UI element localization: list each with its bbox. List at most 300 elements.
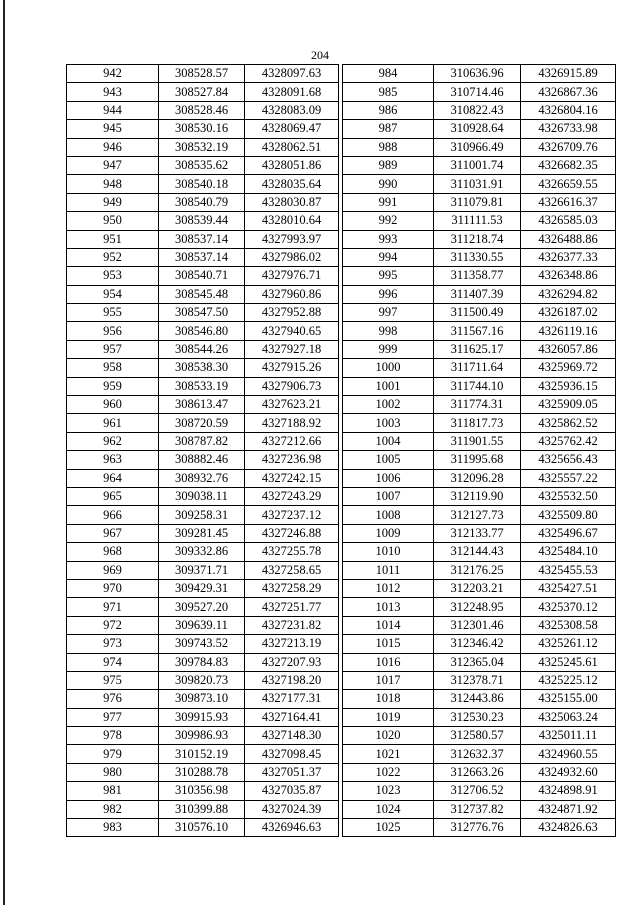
y-coordinate-cell: 4325862.52 — [521, 414, 616, 432]
point-number-cell: 988 — [343, 138, 434, 156]
y-coordinate-cell: 4326585.03 — [521, 212, 616, 230]
x-coordinate-cell: 311901.55 — [434, 432, 521, 450]
x-coordinate-cell: 312133.77 — [434, 524, 521, 542]
point-number-cell: 970 — [67, 579, 159, 597]
y-coordinate-cell: 4325509.80 — [521, 506, 616, 524]
point-number-cell: 954 — [67, 285, 159, 303]
x-coordinate-cell: 309873.10 — [159, 690, 245, 708]
table-row — [343, 432, 616, 450]
table-row — [343, 175, 616, 193]
point-number-cell: 992 — [343, 212, 434, 230]
x-coordinate-cell: 312706.52 — [434, 782, 521, 800]
x-coordinate-cell: 310636.96 — [434, 65, 521, 83]
x-coordinate-cell: 308539.44 — [159, 212, 245, 230]
point-number-cell: 1009 — [343, 524, 434, 542]
table-row — [67, 193, 339, 211]
table-row — [343, 671, 616, 689]
table-row — [67, 175, 339, 193]
point-number-cell: 974 — [67, 653, 159, 671]
point-number-cell: 979 — [67, 745, 159, 763]
table-row — [67, 377, 339, 395]
x-coordinate-cell: 310966.49 — [434, 138, 521, 156]
y-coordinate-cell: 4325427.51 — [521, 579, 616, 597]
x-coordinate-cell: 312346.42 — [434, 635, 521, 653]
y-coordinate-cell: 4327915.26 — [245, 359, 339, 377]
x-coordinate-cell: 311358.77 — [434, 267, 521, 285]
y-coordinate-cell: 4328091.68 — [245, 83, 339, 101]
table-row — [343, 690, 616, 708]
y-coordinate-cell: 4326733.98 — [521, 120, 616, 138]
table-row — [343, 800, 616, 818]
y-coordinate-cell: 4326057.86 — [521, 340, 616, 358]
y-coordinate-cell: 4327255.78 — [245, 543, 339, 561]
y-coordinate-cell: 4327177.31 — [245, 690, 339, 708]
x-coordinate-cell: 308720.59 — [159, 414, 245, 432]
point-number-cell: 993 — [343, 230, 434, 248]
x-coordinate-cell: 309527.20 — [159, 598, 245, 616]
y-coordinate-cell: 4325936.15 — [521, 377, 616, 395]
point-number-cell: 953 — [67, 267, 159, 285]
y-coordinate-cell: 4327993.97 — [245, 230, 339, 248]
x-coordinate-cell: 310822.43 — [434, 101, 521, 119]
table-row — [67, 469, 339, 487]
table-row — [343, 83, 616, 101]
x-coordinate-cell: 311744.10 — [434, 377, 521, 395]
point-number-cell: 957 — [67, 340, 159, 358]
y-coordinate-cell: 4324960.55 — [521, 745, 616, 763]
table-row — [343, 156, 616, 174]
y-coordinate-cell: 4326915.89 — [521, 65, 616, 83]
point-number-cell: 967 — [67, 524, 159, 542]
table-row — [343, 65, 616, 83]
x-coordinate-cell: 310399.88 — [159, 800, 245, 818]
x-coordinate-cell: 308530.16 — [159, 120, 245, 138]
table-row — [343, 120, 616, 138]
table-row — [67, 322, 339, 340]
table-row — [343, 506, 616, 524]
point-number-cell: 951 — [67, 230, 159, 248]
y-coordinate-cell: 4328051.86 — [245, 156, 339, 174]
x-coordinate-cell: 309281.45 — [159, 524, 245, 542]
point-number-cell: 1013 — [343, 598, 434, 616]
point-number-cell: 962 — [67, 432, 159, 450]
x-coordinate-cell: 312378.71 — [434, 671, 521, 689]
point-number-cell: 1024 — [343, 800, 434, 818]
y-coordinate-cell: 4325261.12 — [521, 635, 616, 653]
x-coordinate-cell: 312443.86 — [434, 690, 521, 708]
y-coordinate-cell: 4326682.35 — [521, 156, 616, 174]
x-coordinate-cell: 308535.62 — [159, 156, 245, 174]
page-number: 204 — [311, 48, 329, 62]
y-coordinate-cell: 4326946.63 — [245, 819, 339, 837]
y-coordinate-cell: 4326119.16 — [521, 322, 616, 340]
y-coordinate-cell: 4327213.19 — [245, 635, 339, 653]
y-coordinate-cell: 4327246.88 — [245, 524, 339, 542]
y-coordinate-cell: 4325245.61 — [521, 653, 616, 671]
table-row — [343, 543, 616, 561]
y-coordinate-cell: 4327242.15 — [245, 469, 339, 487]
x-coordinate-cell: 311079.81 — [434, 193, 521, 211]
point-number-cell: 984 — [343, 65, 434, 83]
y-coordinate-cell: 4327212.66 — [245, 432, 339, 450]
y-coordinate-cell: 4327623.21 — [245, 396, 339, 414]
y-coordinate-cell: 4325455.53 — [521, 561, 616, 579]
y-coordinate-cell: 4325762.42 — [521, 432, 616, 450]
point-number-cell: 952 — [67, 248, 159, 266]
y-coordinate-cell: 4327243.29 — [245, 487, 339, 505]
y-coordinate-cell: 4325557.22 — [521, 469, 616, 487]
x-coordinate-cell: 312248.95 — [434, 598, 521, 616]
table-row — [67, 248, 339, 266]
table-row — [67, 727, 339, 745]
table-row — [67, 451, 339, 469]
point-number-cell: 956 — [67, 322, 159, 340]
point-number-cell: 975 — [67, 671, 159, 689]
x-coordinate-cell: 311625.17 — [434, 340, 521, 358]
table-row — [67, 616, 339, 634]
table-row — [343, 377, 616, 395]
table-row — [343, 763, 616, 781]
y-coordinate-cell: 4325308.58 — [521, 616, 616, 634]
table-row — [343, 451, 616, 469]
y-coordinate-cell: 4325225.12 — [521, 671, 616, 689]
x-coordinate-cell: 308544.26 — [159, 340, 245, 358]
point-number-cell: 948 — [67, 175, 159, 193]
x-coordinate-cell: 308537.14 — [159, 248, 245, 266]
y-coordinate-cell: 4326377.33 — [521, 248, 616, 266]
table-row — [343, 267, 616, 285]
point-number-cell: 963 — [67, 451, 159, 469]
x-coordinate-cell: 308546.80 — [159, 322, 245, 340]
y-coordinate-cell: 4327976.71 — [245, 267, 339, 285]
table-row — [67, 285, 339, 303]
x-coordinate-cell: 310152.19 — [159, 745, 245, 763]
table-row — [67, 487, 339, 505]
x-coordinate-cell: 311567.16 — [434, 322, 521, 340]
x-coordinate-cell: 308540.18 — [159, 175, 245, 193]
x-coordinate-cell: 310576.10 — [159, 819, 245, 837]
table-row — [343, 745, 616, 763]
x-coordinate-cell: 311995.68 — [434, 451, 521, 469]
table-row — [343, 396, 616, 414]
x-coordinate-cell: 309820.73 — [159, 671, 245, 689]
point-number-cell: 991 — [343, 193, 434, 211]
x-coordinate-cell: 311111.53 — [434, 212, 521, 230]
x-coordinate-cell: 312663.26 — [434, 763, 521, 781]
point-number-cell: 1007 — [343, 487, 434, 505]
x-coordinate-cell: 309743.52 — [159, 635, 245, 653]
point-number-cell: 1022 — [343, 763, 434, 781]
y-coordinate-cell: 4326616.37 — [521, 193, 616, 211]
x-coordinate-cell: 308547.50 — [159, 304, 245, 322]
x-coordinate-cell: 312096.28 — [434, 469, 521, 487]
y-coordinate-cell: 4326804.16 — [521, 101, 616, 119]
table-row — [343, 524, 616, 542]
point-number-cell: 1004 — [343, 432, 434, 450]
y-coordinate-cell: 4327940.65 — [245, 322, 339, 340]
table-row — [343, 193, 616, 211]
table-row — [67, 138, 339, 156]
x-coordinate-cell: 310714.46 — [434, 83, 521, 101]
table-row — [67, 101, 339, 119]
point-number-cell: 945 — [67, 120, 159, 138]
x-coordinate-cell: 308527.84 — [159, 83, 245, 101]
point-number-cell: 997 — [343, 304, 434, 322]
table-row — [67, 65, 339, 83]
point-number-cell: 1020 — [343, 727, 434, 745]
table-row — [67, 690, 339, 708]
point-number-cell: 1023 — [343, 782, 434, 800]
table-row — [343, 138, 616, 156]
x-coordinate-cell: 308545.48 — [159, 285, 245, 303]
point-number-cell: 969 — [67, 561, 159, 579]
x-coordinate-cell: 308787.82 — [159, 432, 245, 450]
y-coordinate-cell: 4328035.64 — [245, 175, 339, 193]
point-number-cell: 973 — [67, 635, 159, 653]
table-row — [67, 359, 339, 377]
y-coordinate-cell: 4325656.43 — [521, 451, 616, 469]
x-coordinate-cell: 311031.91 — [434, 175, 521, 193]
x-coordinate-cell: 312127.73 — [434, 506, 521, 524]
point-number-cell: 965 — [67, 487, 159, 505]
table-row — [67, 396, 339, 414]
x-coordinate-cell: 312530.23 — [434, 708, 521, 726]
x-coordinate-cell: 311001.74 — [434, 156, 521, 174]
table-row — [67, 561, 339, 579]
x-coordinate-cell: 311330.55 — [434, 248, 521, 266]
point-number-cell: 942 — [67, 65, 159, 83]
table-row — [343, 635, 616, 653]
x-coordinate-cell: 309038.11 — [159, 487, 245, 505]
x-coordinate-cell: 308540.71 — [159, 267, 245, 285]
point-number-cell: 980 — [67, 763, 159, 781]
y-coordinate-cell: 4327051.37 — [245, 763, 339, 781]
x-coordinate-cell: 312365.04 — [434, 653, 521, 671]
y-coordinate-cell: 4328069.47 — [245, 120, 339, 138]
table-row — [343, 782, 616, 800]
point-number-cell: 995 — [343, 267, 434, 285]
table-row — [67, 414, 339, 432]
y-coordinate-cell: 4328097.63 — [245, 65, 339, 83]
point-number-cell: 1001 — [343, 377, 434, 395]
y-coordinate-cell: 4324826.63 — [521, 819, 616, 837]
y-coordinate-cell: 4327148.30 — [245, 727, 339, 745]
y-coordinate-cell: 4327198.20 — [245, 671, 339, 689]
point-number-cell: 977 — [67, 708, 159, 726]
point-number-cell: 955 — [67, 304, 159, 322]
table-row — [343, 616, 616, 634]
table-row — [67, 543, 339, 561]
x-coordinate-cell: 310288.78 — [159, 763, 245, 781]
table-row — [343, 579, 616, 597]
table-row — [343, 230, 616, 248]
point-number-cell: 1015 — [343, 635, 434, 653]
point-number-cell: 994 — [343, 248, 434, 266]
x-coordinate-cell: 311500.49 — [434, 304, 521, 322]
y-coordinate-cell: 4327231.82 — [245, 616, 339, 634]
point-number-cell: 947 — [67, 156, 159, 174]
x-coordinate-cell: 312580.57 — [434, 727, 521, 745]
y-coordinate-cell: 4326709.76 — [521, 138, 616, 156]
x-coordinate-cell: 308932.76 — [159, 469, 245, 487]
point-number-cell: 946 — [67, 138, 159, 156]
table-row — [67, 598, 339, 616]
x-coordinate-cell: 308882.46 — [159, 451, 245, 469]
x-coordinate-cell: 308540.79 — [159, 193, 245, 211]
y-coordinate-cell: 4327188.92 — [245, 414, 339, 432]
table-row — [67, 635, 339, 653]
y-coordinate-cell: 4328010.64 — [245, 212, 339, 230]
x-coordinate-cell: 308533.19 — [159, 377, 245, 395]
table-row — [343, 340, 616, 358]
x-coordinate-cell: 309784.83 — [159, 653, 245, 671]
point-number-cell: 990 — [343, 175, 434, 193]
x-coordinate-cell: 312301.46 — [434, 616, 521, 634]
y-coordinate-cell: 4326294.82 — [521, 285, 616, 303]
table-row — [343, 359, 616, 377]
y-coordinate-cell: 4328062.51 — [245, 138, 339, 156]
x-coordinate-cell: 311817.73 — [434, 414, 521, 432]
x-coordinate-cell: 312119.90 — [434, 487, 521, 505]
y-coordinate-cell: 4326187.02 — [521, 304, 616, 322]
y-coordinate-cell: 4326348.86 — [521, 267, 616, 285]
table-row — [343, 598, 616, 616]
y-coordinate-cell: 4325370.12 — [521, 598, 616, 616]
point-number-cell: 1012 — [343, 579, 434, 597]
x-coordinate-cell: 312176.25 — [434, 561, 521, 579]
table-row — [67, 230, 339, 248]
table-row — [67, 83, 339, 101]
table-row — [67, 156, 339, 174]
point-number-cell: 964 — [67, 469, 159, 487]
point-number-cell: 959 — [67, 377, 159, 395]
scan-left-edge-rule — [3, 0, 5, 905]
point-number-cell: 989 — [343, 156, 434, 174]
point-number-cell: 1019 — [343, 708, 434, 726]
x-coordinate-cell: 308528.57 — [159, 65, 245, 83]
point-number-cell: 961 — [67, 414, 159, 432]
point-number-cell: 985 — [343, 83, 434, 101]
y-coordinate-cell: 4327927.18 — [245, 340, 339, 358]
table-row — [67, 819, 339, 837]
x-coordinate-cell: 311407.39 — [434, 285, 521, 303]
x-coordinate-cell: 312144.43 — [434, 543, 521, 561]
point-number-cell: 1021 — [343, 745, 434, 763]
point-number-cell: 944 — [67, 101, 159, 119]
table-row — [67, 763, 339, 781]
y-coordinate-cell: 4327960.86 — [245, 285, 339, 303]
point-number-cell: 1011 — [343, 561, 434, 579]
table-row — [67, 745, 339, 763]
y-coordinate-cell: 4327164.41 — [245, 708, 339, 726]
table-row — [67, 120, 339, 138]
x-coordinate-cell: 309915.93 — [159, 708, 245, 726]
point-number-cell: 999 — [343, 340, 434, 358]
y-coordinate-cell: 4327986.02 — [245, 248, 339, 266]
table-row — [343, 414, 616, 432]
point-number-cell: 968 — [67, 543, 159, 561]
table-row — [343, 708, 616, 726]
y-coordinate-cell: 4327207.93 — [245, 653, 339, 671]
table-row — [343, 101, 616, 119]
point-number-cell: 1014 — [343, 616, 434, 634]
point-number-cell: 1006 — [343, 469, 434, 487]
x-coordinate-cell: 309371.71 — [159, 561, 245, 579]
table-row — [343, 727, 616, 745]
x-coordinate-cell: 308538.30 — [159, 359, 245, 377]
x-coordinate-cell: 309429.31 — [159, 579, 245, 597]
y-coordinate-cell: 4327258.29 — [245, 579, 339, 597]
y-coordinate-cell: 4328030.87 — [245, 193, 339, 211]
y-coordinate-cell: 4327952.88 — [245, 304, 339, 322]
x-coordinate-cell: 309639.11 — [159, 616, 245, 634]
table-row — [343, 248, 616, 266]
point-number-cell: 972 — [67, 616, 159, 634]
point-number-cell: 1003 — [343, 414, 434, 432]
table-row — [67, 267, 339, 285]
y-coordinate-cell: 4326659.55 — [521, 175, 616, 193]
table-row — [67, 506, 339, 524]
x-coordinate-cell: 311218.74 — [434, 230, 521, 248]
y-coordinate-cell: 4325909.05 — [521, 396, 616, 414]
table-row — [343, 212, 616, 230]
point-number-cell: 971 — [67, 598, 159, 616]
table-row — [343, 285, 616, 303]
y-coordinate-cell: 4327258.65 — [245, 561, 339, 579]
y-coordinate-cell: 4325011.11 — [521, 727, 616, 745]
point-number-cell: 960 — [67, 396, 159, 414]
point-number-cell: 996 — [343, 285, 434, 303]
point-number-cell: 943 — [67, 83, 159, 101]
point-number-cell: 981 — [67, 782, 159, 800]
point-number-cell: 978 — [67, 727, 159, 745]
y-coordinate-cell: 4326488.86 — [521, 230, 616, 248]
y-coordinate-cell: 4327024.39 — [245, 800, 339, 818]
y-coordinate-cell: 4325496.67 — [521, 524, 616, 542]
point-number-cell: 958 — [67, 359, 159, 377]
table-row — [343, 561, 616, 579]
x-coordinate-cell: 309258.31 — [159, 506, 245, 524]
x-coordinate-cell: 308537.14 — [159, 230, 245, 248]
point-number-cell: 1008 — [343, 506, 434, 524]
x-coordinate-cell: 308528.46 — [159, 101, 245, 119]
table-row — [67, 579, 339, 597]
point-number-cell: 998 — [343, 322, 434, 340]
x-coordinate-cell: 311711.64 — [434, 359, 521, 377]
y-coordinate-cell: 4327251.77 — [245, 598, 339, 616]
table-row — [67, 524, 339, 542]
point-number-cell: 1010 — [343, 543, 434, 561]
x-coordinate-cell: 309986.93 — [159, 727, 245, 745]
coordinate-table-right — [342, 64, 616, 837]
x-coordinate-cell: 312776.76 — [434, 819, 521, 837]
point-number-cell: 983 — [67, 819, 159, 837]
y-coordinate-cell: 4324932.60 — [521, 763, 616, 781]
table-row — [67, 340, 339, 358]
y-coordinate-cell: 4325484.10 — [521, 543, 616, 561]
y-coordinate-cell: 4326867.36 — [521, 83, 616, 101]
y-coordinate-cell: 4327098.45 — [245, 745, 339, 763]
x-coordinate-cell: 310356.98 — [159, 782, 245, 800]
table-row — [67, 304, 339, 322]
y-coordinate-cell: 4327237.12 — [245, 506, 339, 524]
point-number-cell: 982 — [67, 800, 159, 818]
table-row — [343, 322, 616, 340]
x-coordinate-cell: 308532.19 — [159, 138, 245, 156]
table-row — [67, 671, 339, 689]
point-number-cell: 950 — [67, 212, 159, 230]
y-coordinate-cell: 4325969.72 — [521, 359, 616, 377]
